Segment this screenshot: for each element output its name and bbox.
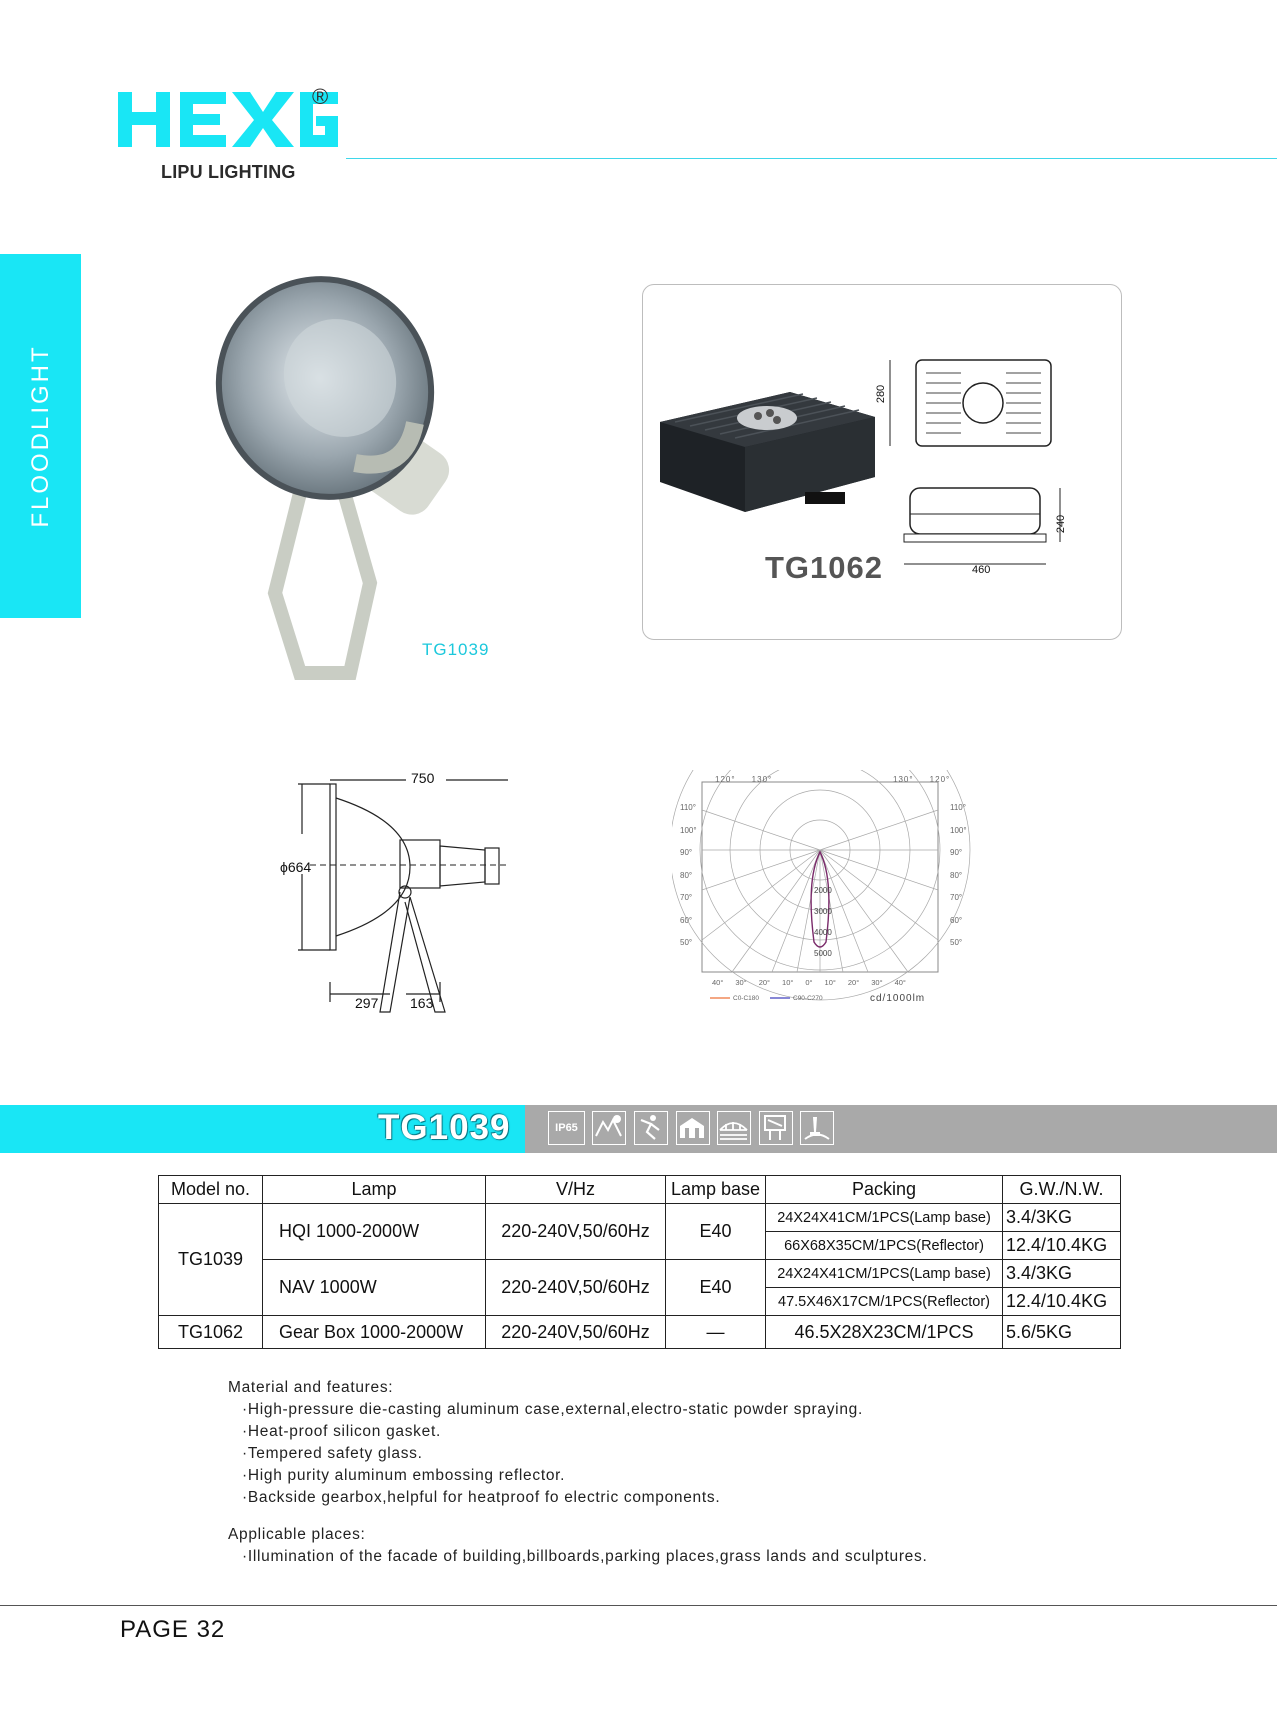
ring-label: 3000 (814, 907, 832, 916)
angle-label: 120° (715, 775, 736, 784)
feature-item: ·Heat-proof silicon gasket. (242, 1423, 441, 1440)
ring-label: 2000 (814, 886, 832, 895)
page-number: PAGE 32 (120, 1616, 226, 1643)
angle-label: 130° (893, 775, 914, 784)
tg1039-dimension-drawing (270, 762, 535, 1022)
packing-cell: 46.5X28X23CM/1PCS (766, 1316, 1003, 1349)
angle-label: 60° (950, 915, 963, 925)
tg1039-product-image (205, 273, 485, 683)
ip65-label: IP65 (555, 1122, 578, 1134)
sculpture-icon (800, 1111, 834, 1145)
polar-side-angles-left (680, 797, 697, 955)
lamp-cell: HQI 1000-2000W (263, 1204, 486, 1260)
vhz-cell: 220-240V,50/60Hz (486, 1260, 666, 1316)
angle-label: 120° (929, 775, 951, 784)
angle-label: 20° (847, 978, 860, 987)
polar-unit: cd/1000lm (870, 993, 926, 1004)
vhz-cell: 220-240V,50/60Hz (486, 1204, 666, 1260)
feature-item: ·Tempered safety glass. (242, 1445, 423, 1462)
packing-cell: 24X24X41CM/1PCS(Lamp base) (766, 1260, 1003, 1288)
angle-label: 100° (950, 825, 967, 835)
floodlight-side-tab (0, 254, 81, 618)
feature-item: ·Backside gearbox,helpful for heatproof fo electric components. (242, 1489, 721, 1506)
section-title: TG1039 (378, 1108, 511, 1147)
weight-cell: 12.4/10.4KG (1003, 1232, 1121, 1260)
base-cell: — (666, 1316, 766, 1349)
angle-label: 10° (824, 978, 836, 987)
side-tab-label: FLOODLIGHT (26, 344, 54, 528)
angle-label: 20° (758, 978, 771, 987)
registered-mark: ® (312, 84, 329, 109)
polar-legend-c90: C90-C270 (793, 995, 823, 1002)
angle-label: 80° (680, 870, 693, 880)
header-cell: V/Hz (486, 1176, 666, 1204)
polar-bottom-angles (712, 978, 906, 987)
tg1062-gearbox-image (655, 382, 880, 522)
angle-label: 30° (871, 978, 883, 987)
angle-label: 90° (950, 848, 963, 857)
packing-cell: 47.5X46X17CM/1PCS(Reflector) (766, 1288, 1003, 1316)
applicable-places-section (228, 1524, 927, 1568)
header-cell: Packing (766, 1176, 1003, 1204)
polar-ring-labels (814, 880, 832, 964)
ring-label: 4000 (814, 928, 832, 937)
base-cell: E40 (666, 1260, 766, 1316)
gearbox-top-view-drawing (886, 358, 1058, 448)
angle-label: 50° (680, 938, 693, 947)
tg1039-caption: TG1039 (422, 640, 490, 659)
brand-text: LIPU LIGHTING (161, 162, 296, 182)
dim-width-label: 750 (411, 770, 435, 786)
spec-table (158, 1175, 1121, 1349)
footer-rule (0, 1605, 1277, 1606)
polar-top-left-angles (715, 775, 772, 784)
base-cell: E40 (666, 1204, 766, 1260)
angle-label: 50° (950, 938, 963, 947)
header-cell: Lamp base (666, 1176, 766, 1204)
places-title: Applicable places: (228, 1526, 366, 1543)
model-cell: TG1062 (159, 1316, 263, 1349)
polar-legend-c0: C0-C180 (733, 995, 760, 1002)
weight-cell: 3.4/3KG (1003, 1260, 1121, 1288)
lamp-cell: Gear Box 1000-2000W (263, 1316, 486, 1349)
angle-label: 110° (680, 803, 696, 812)
tg1062-caption: TG1062 (765, 550, 884, 585)
dim-diameter-label: ϕ664 (280, 859, 312, 875)
header-cell: Lamp (263, 1176, 486, 1204)
angle-label: 110° (950, 803, 966, 812)
building-icon (676, 1111, 710, 1145)
table-row (159, 1204, 1121, 1232)
angle-label: 0° (805, 978, 813, 987)
packing-cell: 24X24X41CM/1PCS(Lamp base) (766, 1204, 1003, 1232)
table-row (159, 1316, 1121, 1349)
vhz-cell: 220-240V,50/60Hz (486, 1316, 666, 1349)
weight-cell: 3.4/3KG (1003, 1204, 1121, 1232)
outdoor-icon (592, 1111, 626, 1145)
gear-width-dim: 460 (972, 564, 991, 576)
ip65-badge (548, 1111, 585, 1145)
angle-label: 100° (680, 825, 697, 835)
dim-rear-label: 297 (355, 995, 379, 1011)
sports-icon (634, 1111, 668, 1145)
place-item: ·Illumination of the facade of building,billboards,parking places,grass lands and sculptures. (242, 1548, 928, 1565)
model-cell: TG1039 (159, 1204, 263, 1316)
billboard-icon (759, 1111, 793, 1145)
angle-label: 40° (712, 978, 724, 987)
gearbox-side-view-drawing (900, 484, 1072, 572)
features-section (228, 1377, 863, 1509)
weight-cell: 12.4/10.4KG (1003, 1288, 1121, 1316)
table-row (159, 1260, 1121, 1288)
angle-label: 80° (950, 870, 963, 880)
weight-cell: 5.6/5KG (1003, 1316, 1121, 1349)
angle-label: 70° (950, 893, 963, 902)
packing-cell: 66X68X35CM/1PCS(Reflector) (766, 1232, 1003, 1260)
dim-base-label: 163 (410, 995, 434, 1011)
angle-label: 10° (782, 978, 794, 987)
header-rule (346, 158, 1277, 159)
table-header-row (159, 1176, 1121, 1204)
angle-label: 60° (680, 915, 693, 925)
feature-item: ·High purity aluminum embossing reflector. (242, 1467, 566, 1484)
angle-label: 30° (735, 978, 747, 987)
polar-side-angles-right (950, 797, 967, 955)
angle-label: 40° (894, 978, 906, 987)
header-cell: G.W./N.W. (1003, 1176, 1121, 1204)
header-cell: Model no. (159, 1176, 263, 1204)
features-title: Material and features: (228, 1379, 394, 1396)
gear-depth-dim: 240 (1055, 514, 1068, 534)
angle-label: 90° (680, 848, 693, 857)
angle-label: 70° (680, 893, 693, 902)
lamp-cell: NAV 1000W (263, 1260, 486, 1316)
feature-item: ·High-pressure die-casting aluminum case,external,electro-static powder spraying. (242, 1401, 863, 1418)
ring-label: 5000 (814, 949, 832, 958)
bridge-icon (717, 1111, 751, 1145)
gear-height-dim: 280 (875, 384, 888, 404)
angle-label: 130° (751, 775, 773, 784)
polar-top-right-angles (893, 775, 950, 784)
